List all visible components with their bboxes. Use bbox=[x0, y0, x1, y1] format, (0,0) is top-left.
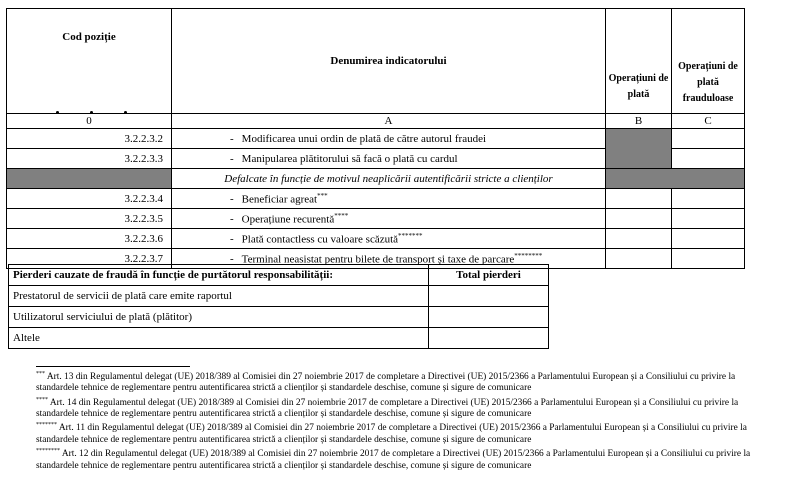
footnote-text: Art. 12 din Regulamentul delegat (UE) 2018/389 al Comisiei din 27 noiembrie 2017 de completare a Directivei (UE) 2015/2366 a Parlamentului European și a Consiliului cu privire la standardele tehnice de reglementare pentru autentificarea strictă a clienților și standardele deschise, comune și sigure de comunicare bbox=[36, 449, 751, 471]
row-indicator bbox=[172, 189, 606, 209]
table-row bbox=[9, 328, 549, 349]
value-cell-c bbox=[672, 189, 745, 209]
footnote-mark: **** bbox=[36, 396, 48, 403]
losses-header-row bbox=[9, 265, 549, 286]
losses-value-cell bbox=[429, 286, 549, 307]
row-code: 3.2.2.3.7 bbox=[7, 249, 172, 269]
footnote-mark: **** bbox=[334, 211, 349, 220]
footnote-divider bbox=[36, 366, 190, 367]
value-cell-c bbox=[672, 229, 745, 249]
footnote-mark: ******** bbox=[36, 448, 60, 455]
column-letters-row bbox=[7, 114, 745, 129]
grey-cell-bc bbox=[606, 169, 745, 189]
grey-cell-code bbox=[7, 169, 172, 189]
losses-row-label: Prestatorul de servicii de plată care emite raportul bbox=[9, 286, 429, 307]
breakdown-row bbox=[7, 169, 745, 189]
row-indicator bbox=[172, 129, 606, 149]
footnote-mark: ******* bbox=[398, 231, 423, 240]
footnote bbox=[36, 395, 776, 421]
footnote bbox=[36, 420, 776, 446]
row-code: 3.2.2.3.6 bbox=[7, 229, 172, 249]
header-b bbox=[606, 9, 672, 114]
losses-row-label: Utilizatorul serviciului de plată (plătitor) bbox=[9, 307, 429, 328]
footnote bbox=[36, 446, 776, 472]
table-row bbox=[9, 286, 549, 307]
row-dash: - bbox=[230, 213, 234, 226]
total-losses-header: Total pierderi bbox=[429, 265, 549, 286]
row-code: 3.2.2.3.2 bbox=[7, 129, 172, 149]
row-dash: - bbox=[230, 233, 234, 246]
footnote-text: Art. 11 din Regulamentul delegat (UE) 2018/389 al Comisiei din 27 noiembrie 2017 de completare a Directivei (UE) 2015/2366 a Parlamentului European și a Consiliului cu privire la standardele tehnice de reglementare pentru autentificarea strictă a clienților și standardele deschise, comune și sigure de comunicare bbox=[36, 423, 747, 445]
letter-0: 0 bbox=[7, 114, 172, 129]
value-cell-b bbox=[606, 249, 672, 269]
row-label: Beneficiar agreat bbox=[241, 193, 318, 206]
row-code: 3.2.2.3.4 bbox=[7, 189, 172, 209]
row-label: Plată contactless cu valoare scăzută bbox=[241, 233, 399, 246]
row-code: 3.2.2.3.5 bbox=[7, 209, 172, 229]
value-cell-b bbox=[606, 189, 672, 209]
table-row bbox=[7, 189, 745, 209]
header-c-label: Operațiuni de plată frauduloase bbox=[678, 61, 738, 104]
footnote bbox=[36, 369, 776, 395]
footnote-mark: ******* bbox=[36, 422, 57, 429]
row-dash: - bbox=[230, 132, 234, 145]
footnotes bbox=[36, 369, 776, 472]
header-code: Cod poziție bbox=[7, 9, 172, 114]
row-indicator bbox=[172, 229, 606, 249]
scan-dot bbox=[124, 111, 127, 114]
value-cell-c bbox=[672, 149, 745, 169]
row-dash: - bbox=[230, 253, 234, 266]
footnote-text: Art. 14 din Regulamentul delegat (UE) 2018/389 al Comisiei din 27 noiembrie 2017 de completare a Directivei (UE) 2015/2366 a Parlamentului European și a Consiliului cu privire la standardele tehnice de reglementare pentru autentificarea strictă a clienților și standardele deschise, comune și sigure de comunicare bbox=[36, 397, 739, 420]
footnote-mark: *** bbox=[317, 191, 328, 200]
footnote-text: Art. 13 din Regulamentul delegat (UE) 2018/389 al Comisiei din 27 noiembrie 2017 de completare a Directivei (UE) 2015/2366 a Parlamentului European și a Consiliului cu privire la standardele tehnice de reglementare pentru autentificarea strictă a clienților și standardele deschise, comune și sigure de comunicare bbox=[36, 372, 736, 394]
losses-value-cell bbox=[429, 307, 549, 328]
indicators-header-row bbox=[7, 9, 745, 114]
value-cell-b bbox=[606, 209, 672, 229]
table-row bbox=[9, 307, 549, 328]
row-indicator bbox=[172, 149, 606, 169]
losses-value-cell bbox=[429, 328, 549, 349]
value-cell-c bbox=[672, 129, 745, 149]
row-label: Modificarea unui ordin de plată de către autorul fraudei bbox=[241, 132, 487, 145]
footnote-mark: ******** bbox=[514, 251, 543, 260]
value-cell-b bbox=[606, 229, 672, 249]
table-row bbox=[7, 209, 745, 229]
row-dash: - bbox=[230, 152, 234, 165]
row-indicator bbox=[172, 209, 606, 229]
losses-header: Pierderi cauzate de fraudă în funcție de purtătorul responsabilității: bbox=[9, 265, 429, 286]
row-label: Operațiune recurentă bbox=[241, 213, 335, 226]
losses-row-label: Altele bbox=[9, 328, 429, 349]
letter-b: B bbox=[606, 114, 672, 129]
row-label: Manipularea plătitorului să facă o plată cu cardul bbox=[241, 152, 458, 165]
table-row bbox=[7, 229, 745, 249]
row-dash: - bbox=[230, 193, 234, 206]
header-name: Denumirea indicatorului bbox=[172, 9, 606, 114]
header-c bbox=[672, 9, 745, 114]
losses-table bbox=[8, 264, 549, 349]
letter-a: A bbox=[172, 114, 606, 129]
breakdown-label: Defalcate în funcție de motivul neaplicării autentificării stricte a clienților bbox=[172, 169, 606, 189]
scan-dot bbox=[56, 111, 59, 114]
scan-dot bbox=[90, 111, 93, 114]
indicators-table bbox=[6, 8, 745, 269]
value-cell-c bbox=[672, 209, 745, 229]
grey-cell-b bbox=[606, 129, 672, 169]
row-label: Terminal neasistat pentru bilete de transport și taxe de parcare bbox=[241, 253, 515, 266]
letter-c: C bbox=[672, 114, 745, 129]
header-b-label: Operațiuni de plată bbox=[608, 73, 669, 100]
value-cell-c bbox=[672, 249, 745, 269]
footnote-mark: *** bbox=[36, 371, 45, 377]
table-row bbox=[7, 129, 745, 149]
row-code: 3.2.2.3.3 bbox=[7, 149, 172, 169]
